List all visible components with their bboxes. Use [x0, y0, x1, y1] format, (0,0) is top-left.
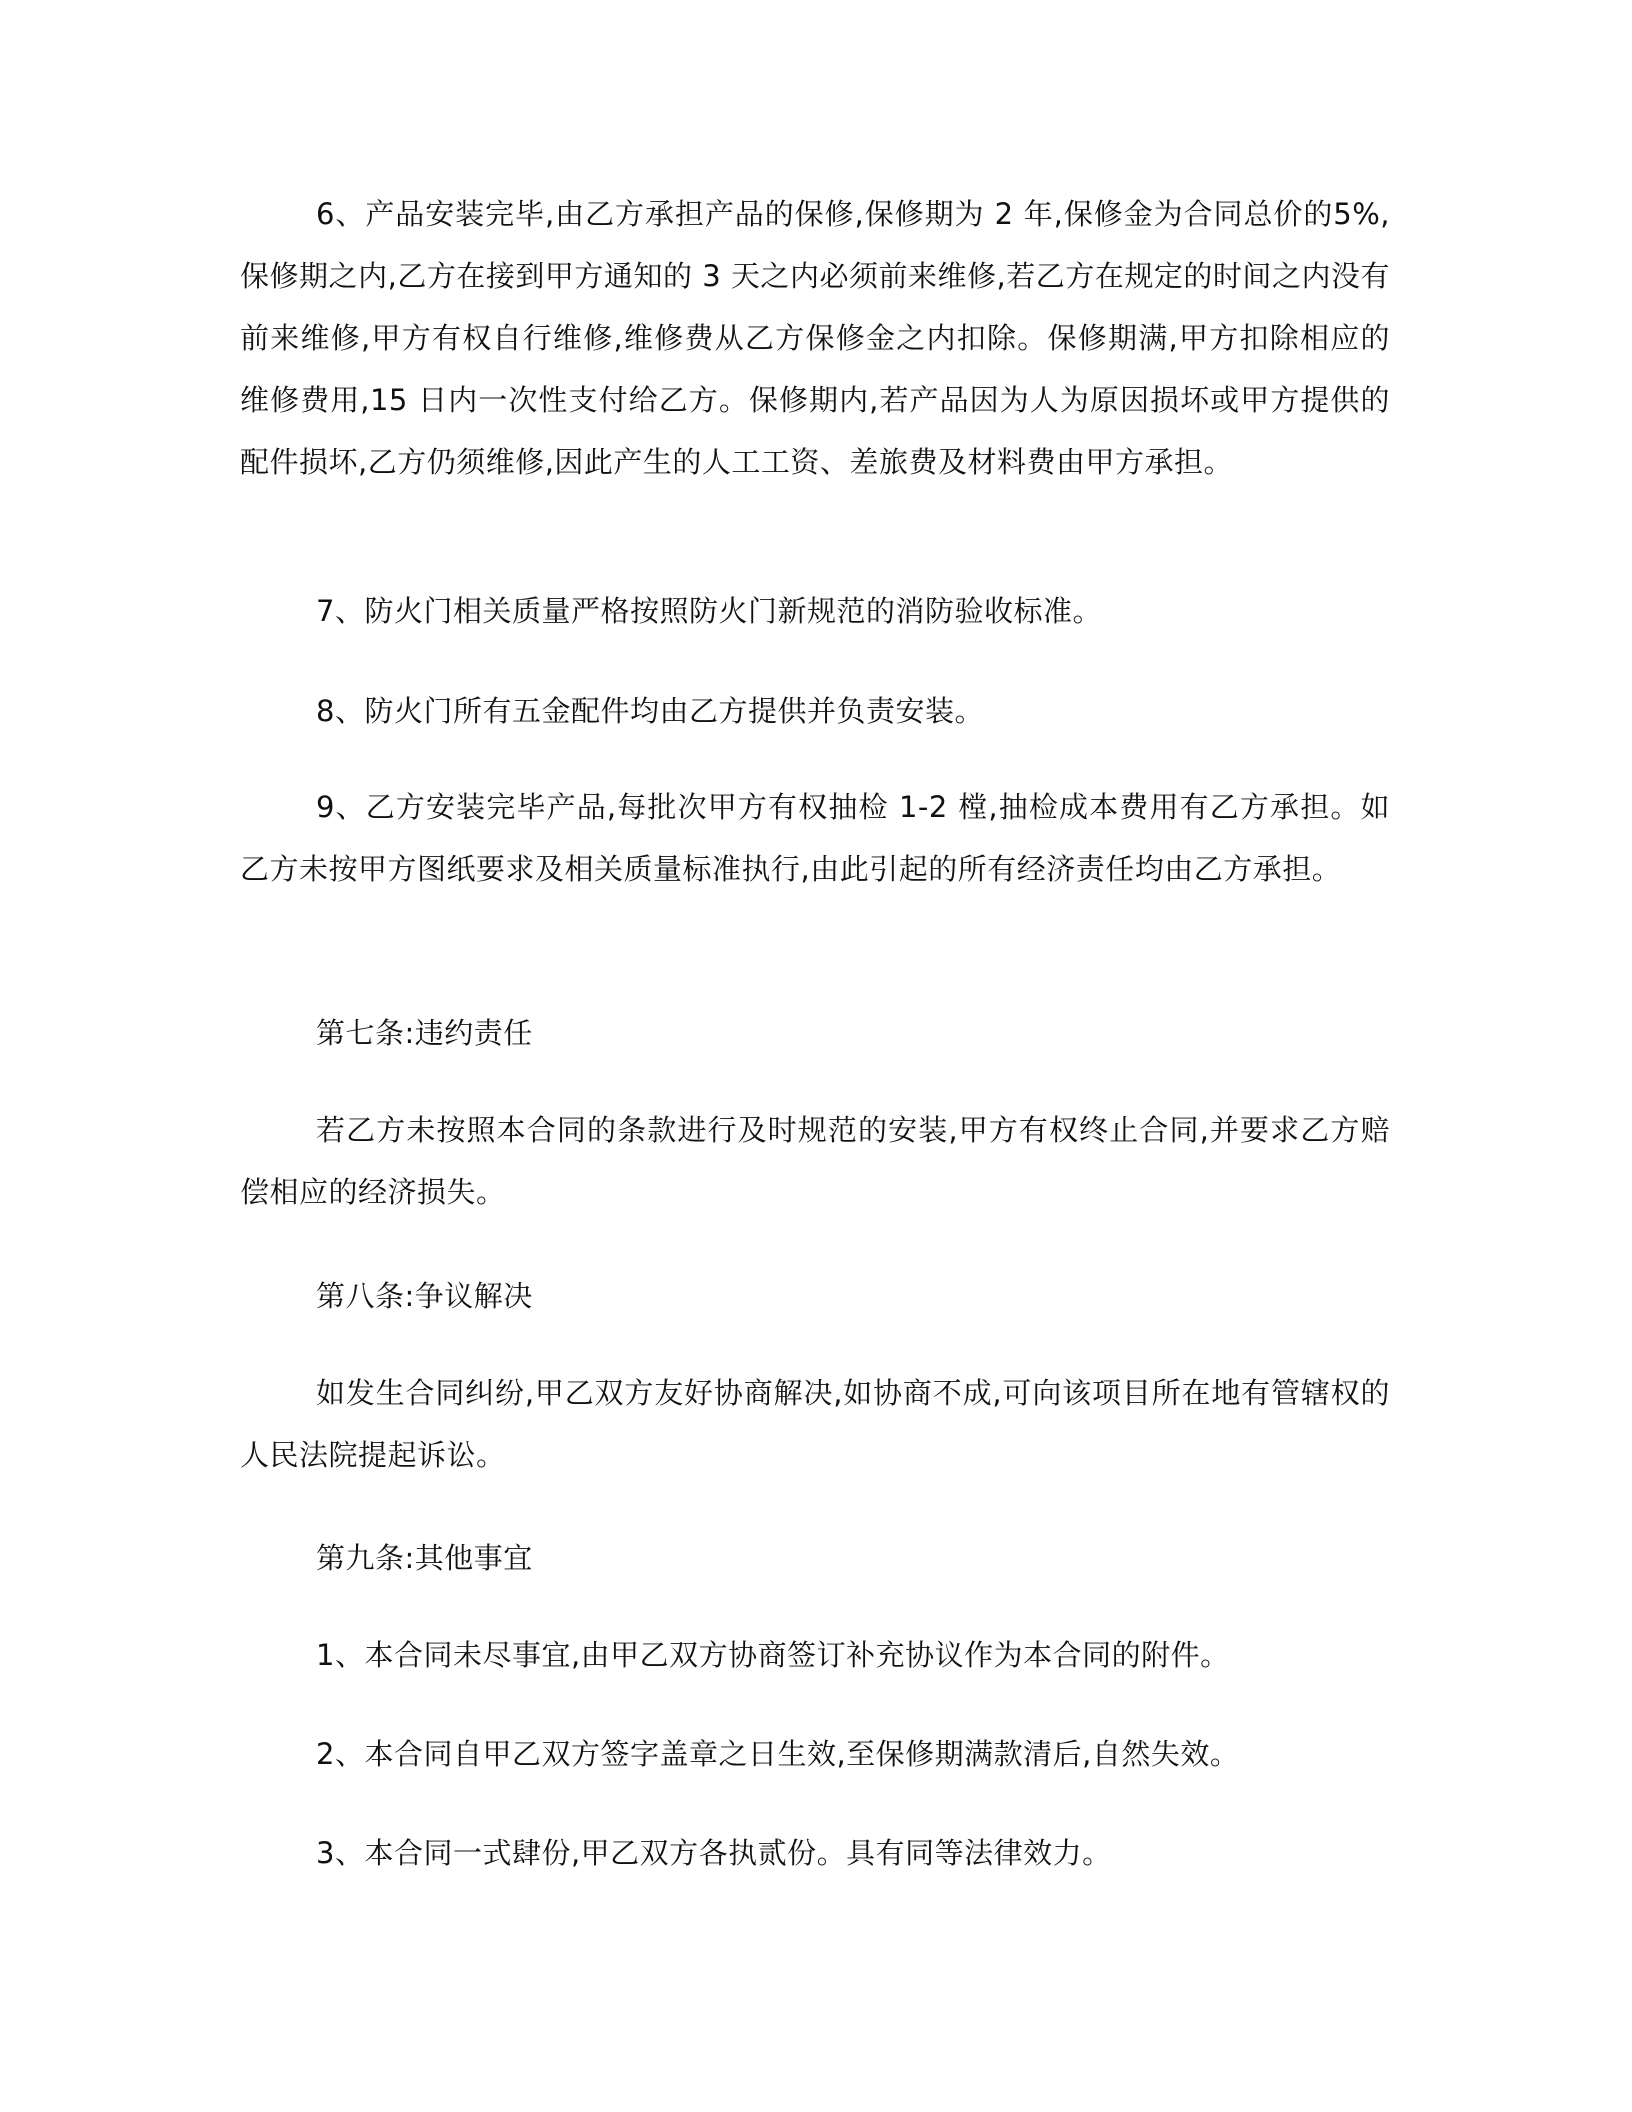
inspection-clause-9: 9、乙方安装完毕产品,每批次甲方有权抽检 1-2 樘,抽检成本费用有乙方承担。如乙方未按甲方图纸要求及相关质量标准执行,由此引起的所有经济责任均由乙方承担。: [240, 790, 1390, 886]
dispute-resolution-text: 如发生合同纠纷,甲乙双方友好协商解决,如协商不成,可向该项目所在地有管辖权的人民法院提起诉讼。: [240, 1376, 1390, 1472]
hardware-clause-8: 8、防火门所有五金配件均由乙方提供并负责安装。: [316, 694, 984, 728]
other-matters-clause-3: 3、本合同一式肆份,甲乙双方各执贰份。具有同等法律效力。: [316, 1836, 1112, 1870]
breach-liability-text: 若乙方未按照本合同的条款进行及时规范的安装,甲方有权终止合同,并要求乙方赔偿相应的经济损失。: [240, 1113, 1390, 1209]
article-9-heading: 第九条:其他事宜: [316, 1541, 533, 1575]
article-8-heading: 第八条:争议解决: [316, 1279, 533, 1313]
article-7-heading: 第七条:违约责任: [316, 1016, 533, 1050]
other-matters-clause-2: 2、本合同自甲乙双方签字盖章之日生效,至保修期满款清后,自然失效。: [316, 1737, 1240, 1771]
quality-clause-7: 7、防火门相关质量严格按照防火门新规范的消防验收标准。: [316, 594, 1102, 628]
warranty-clause-6: 6、产品安装完毕,由乙方承担产品的保修,保修期为 2 年,保修金为合同总价的5%,保修期之内,乙方在接到甲方通知的 3 天之内必须前来维修,若乙方在规定的时间之内没有前来维修,甲方有权自行维修,维修费从乙方保修金之内扣除。保修期满,甲方扣除相应的维修费用,15 日内一次性支付给乙方。保修期内,若产品因为人为原因损坏或甲方提供的配件损坏,乙方仍须维修,因此产生的人工工资、差旅费及材料费由甲方承担。: [240, 197, 1390, 479]
other-matters-clause-1: 1、本合同未尽事宜,由甲乙双方协商签订补充协议作为本合同的附件。: [316, 1638, 1230, 1672]
